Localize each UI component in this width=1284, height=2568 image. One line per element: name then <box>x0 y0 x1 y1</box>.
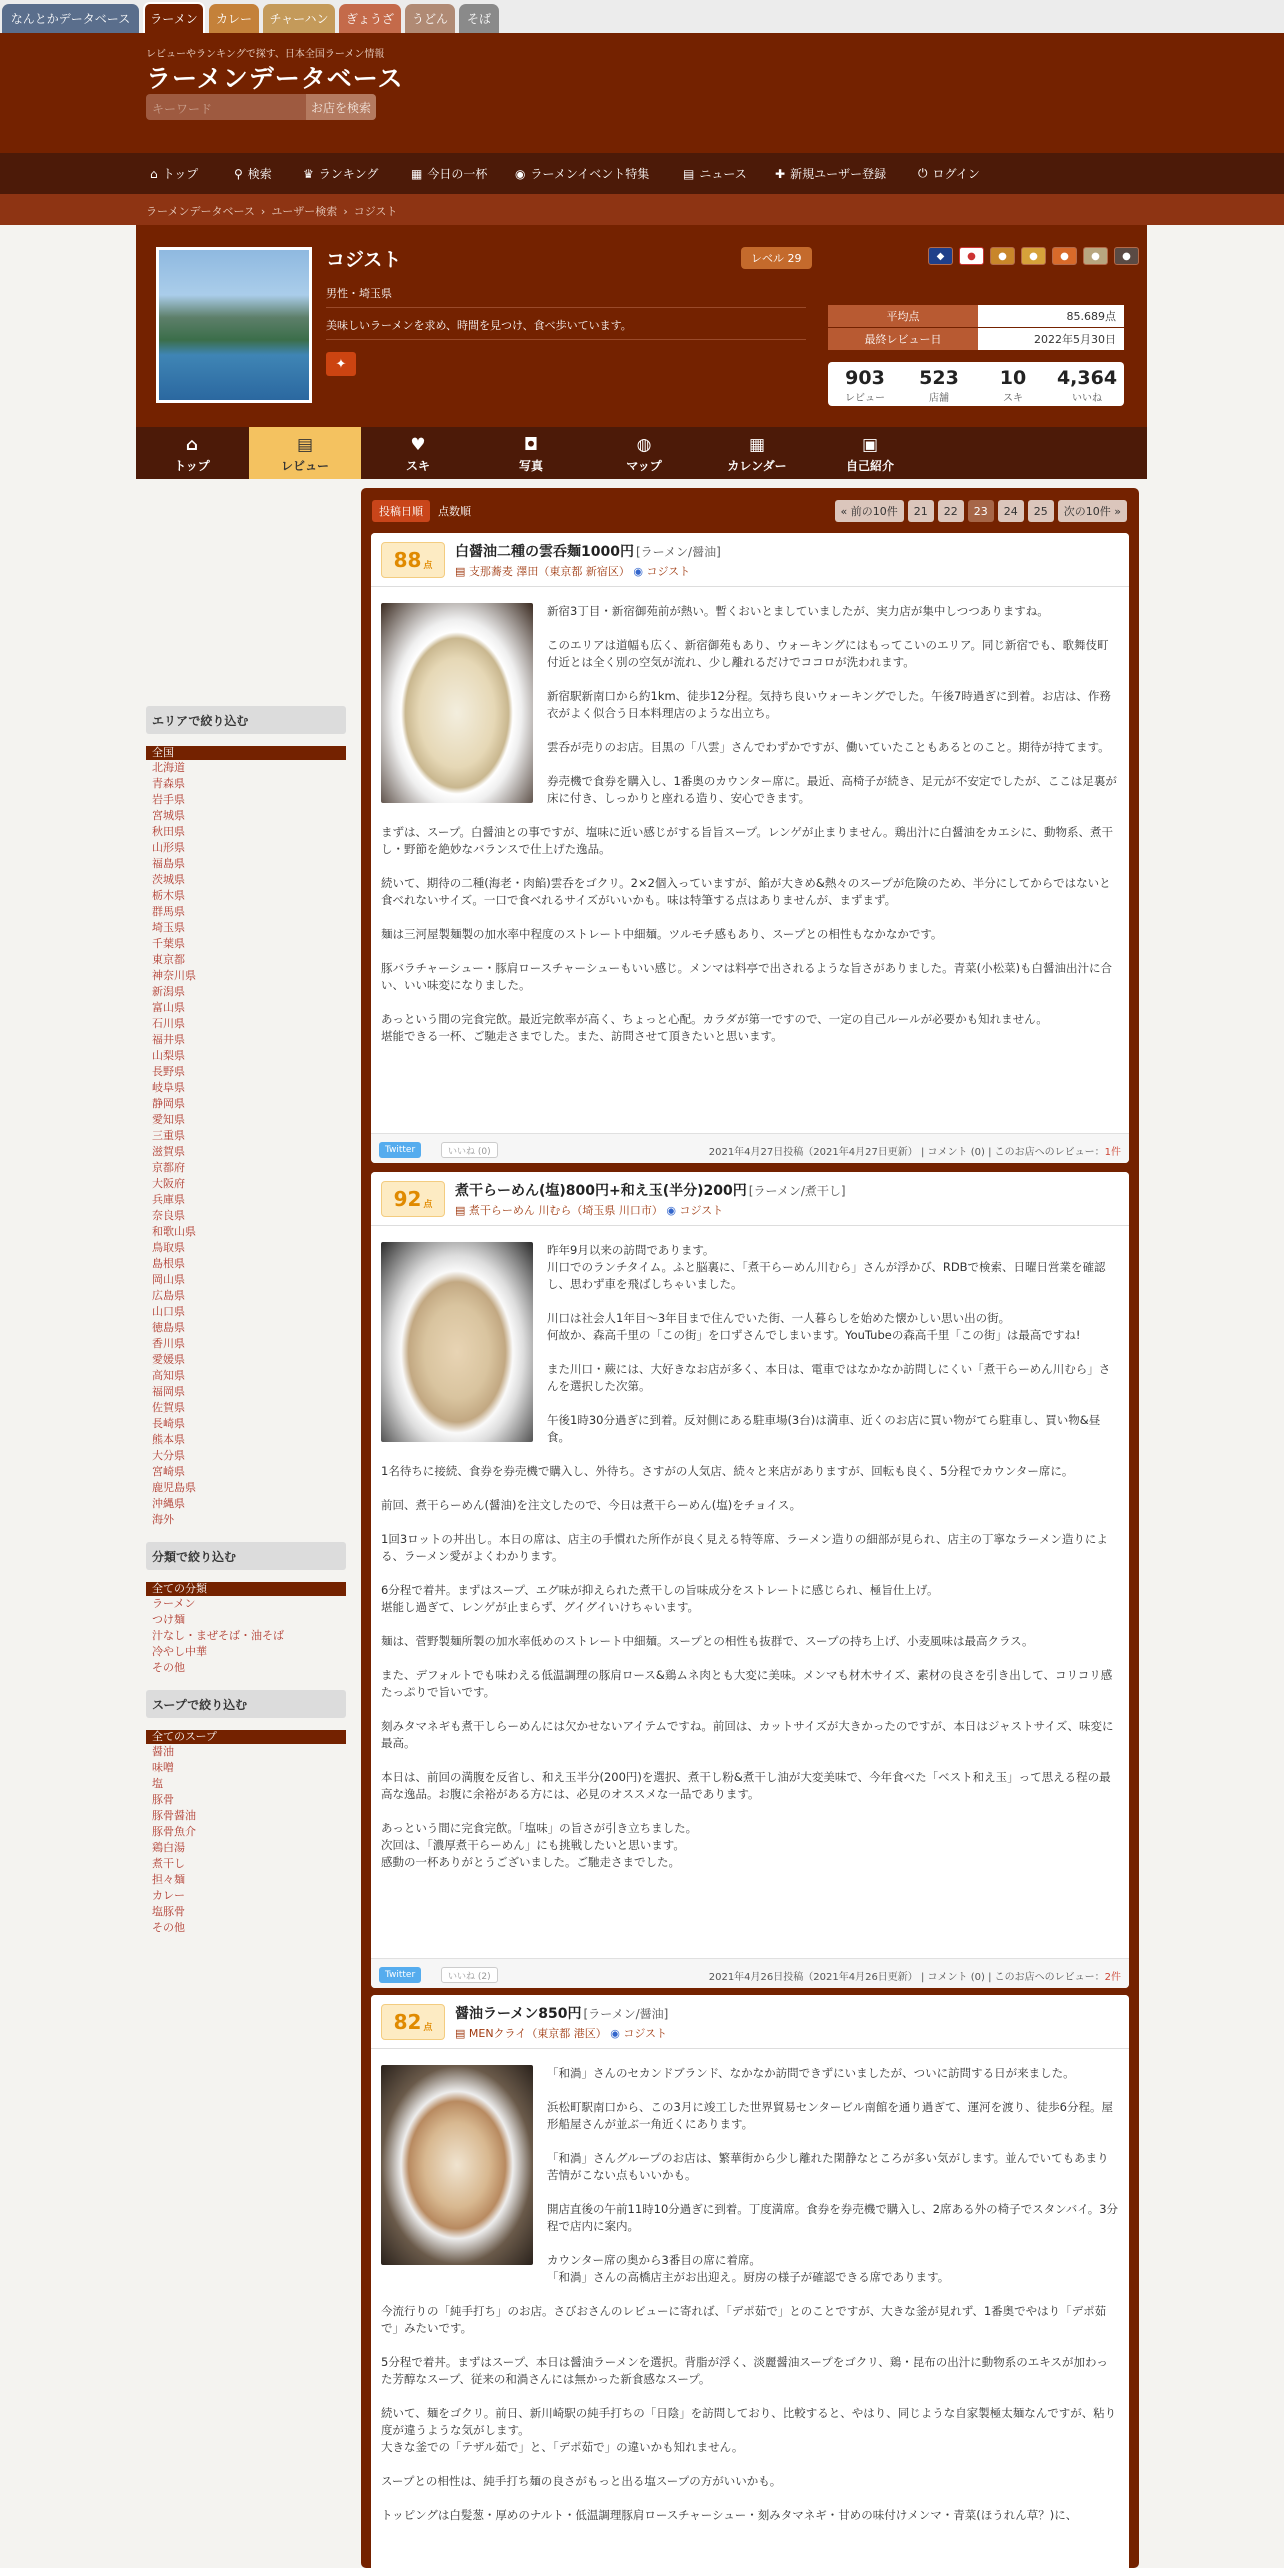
soup-selected[interactable]: 全てのスープ <box>146 1730 346 1744</box>
review-paragraph: 雲呑が売りのお店。目黒の「八雲」さんでわずかですが、働いていたこともあるとのこと。期待が持てます。 <box>547 740 1110 754</box>
review-user-link[interactable]: コジスト <box>623 2027 667 2040</box>
power-icon: ⏻ <box>918 166 928 180</box>
soup-filter-item[interactable]: 豚骨魚介 <box>152 1825 196 1838</box>
review-category: [ラーメン/煮干し] <box>748 1184 846 1198</box>
area-filter-item[interactable]: 福島県 <box>152 857 185 870</box>
review-list-panel <box>361 488 1139 2568</box>
shop-reviews-count[interactable]: 2件 <box>1104 1972 1121 1983</box>
category-filter-item[interactable]: ラーメン <box>152 1597 196 1610</box>
soup-list <box>146 1744 346 1936</box>
nav-events[interactable] <box>515 153 649 194</box>
review-paragraph: 前回、煮干らーめん(醤油)を注文したので、今日は煮干らーめん(塩)をチョイス。 <box>381 1498 802 1512</box>
area-filter-item[interactable]: 秋田県 <box>152 825 185 838</box>
review-shop-line <box>455 563 690 579</box>
shop-icon: ▤ <box>455 1204 469 1217</box>
soup-filter-item[interactable]: 味噌 <box>152 1761 174 1774</box>
area-filter-item[interactable]: 石川県 <box>152 1017 185 1030</box>
review-card <box>371 533 1129 1163</box>
area-filter-item[interactable]: 北海道 <box>152 761 185 774</box>
pager-next[interactable]: 次の10件 » <box>1058 500 1127 522</box>
badge-icon[interactable]: ◆ <box>928 247 953 265</box>
area-filter-item[interactable]: 岐阜県 <box>152 1081 185 1094</box>
tab-calendar[interactable] <box>701 427 813 479</box>
area-filter-item[interactable]: 宮城県 <box>152 809 185 822</box>
comments-link[interactable]: コメント (0) <box>927 1972 985 1983</box>
comments-link[interactable]: コメント (0) <box>927 1147 985 1158</box>
user-icon: ◉ <box>662 1204 680 1217</box>
review-paragraph: 「和渦」さんのセカンドブランド、なかなか訪問できずにいましたが、ついに訪問する日が来ました。 <box>547 2066 1075 2080</box>
stat-value: 2022年5月30日 <box>978 328 1124 350</box>
soup-filter-item[interactable]: 豚骨 <box>152 1793 174 1806</box>
gyoza-badge-icon[interactable]: ● <box>1052 247 1077 265</box>
soba-badge-icon[interactable]: ● <box>1114 247 1139 265</box>
shop-reviews-count[interactable]: 1件 <box>1104 1147 1121 1158</box>
area-filter-item[interactable]: 静岡県 <box>152 1097 185 1110</box>
shop-reviews-label: このお店へのレビュー： <box>994 1972 1105 1983</box>
category-selected[interactable]: 全ての分類 <box>146 1582 346 1596</box>
search-box <box>146 94 376 120</box>
tab-top[interactable] <box>136 427 248 479</box>
tab-favorite[interactable] <box>362 427 474 479</box>
review-title-text: 醤油ラーメン850円 <box>455 2006 582 2022</box>
review-paragraph: また川口・蕨には、大好きなお店が多く、本日は、電車ではなかなか訪問しにくい「煮干らーめん川むら」さんを選択した次第。 <box>547 1362 1111 1393</box>
nav-label: 検索 <box>247 167 272 181</box>
site-tab-gyoza[interactable]: ぎょうざ <box>339 4 401 33</box>
nav-ranking[interactable] <box>303 153 378 194</box>
review-paragraph: まずは、スープ。白醤油との事ですが、塩味に近い感じがする旨旨スープ。レンゲが止まりません。鶏出汁に白醤油をカエシに、動物系、煮干し・野節を絶妙なバランスで仕上げた逸品。 <box>381 825 1114 856</box>
area-filter-item[interactable]: 奈良県 <box>152 1209 185 1222</box>
curry-badge-icon[interactable]: ● <box>990 247 1015 265</box>
count-label: いいね <box>1072 393 1102 404</box>
site-logo[interactable]: ラーメンデータベース <box>146 64 404 93</box>
area-filter-item[interactable]: 島根県 <box>152 1257 185 1270</box>
review-paragraph: スープとの相性は、純手打ち麺の良さがもっと出る塩スープの方がいいかも。 <box>381 2474 782 2488</box>
area-filter-item[interactable]: 大阪府 <box>152 1177 185 1190</box>
user-name: コジスト <box>326 249 402 271</box>
pager-page-current[interactable]: 23 <box>968 500 994 522</box>
tab-map[interactable] <box>588 427 700 479</box>
review-paragraph: 1名待ちに接続、食券を券売機で購入し、外待ち。さすがの人気店、続々と来店がありますが、回転も良く、5分程でカウンター席に。 <box>381 1464 1074 1478</box>
review-paragraph: 本日は、前回の満腹を反省し、和え玉半分(200円)を選択、煮干し粉&煮干し油が大変美味で、今年食べた「ベスト和え玉」って思える程の最高な逸品。お腹に余裕がある方には、必見のオススメな一品であります。 <box>381 1770 1111 1801</box>
review-paragraph: 川口は社会人1年目〜3年目まで住んでいた街、一人暮らしを始めた懐かしい思い出の街。 何故か、森高千里の「この街」を口ずさんでしまいます。YouTubeの森高千里「この街」は最高ですね! <box>547 1311 1081 1342</box>
stats-table <box>828 305 1124 351</box>
review-footer <box>371 1133 1129 1163</box>
review-header <box>371 1995 1129 2049</box>
review-photo[interactable] <box>381 1242 533 1442</box>
review-body <box>371 2049 1129 2551</box>
count-shops[interactable] <box>902 362 976 406</box>
pager-page[interactable]: 24 <box>998 500 1024 522</box>
user-icon: ◉ <box>606 2027 624 2040</box>
review-paragraph: このエリアは道幅も広く、新宿御苑もあり、ウォーキングにはもってこいのエリア。同じ新宿でも、歌舞伎町付近とは全く別の空気が流れ、少し離れるだけでココロが洗われます。 <box>547 638 1109 669</box>
review-paragraph: 1回3ロットの丼出し。本日の席は、店主の手慣れた所作が良く見える特等席、ラーメン造りの細部が見られ、店主の丁寧なラーメン造りによる、ラーメン愛がよくわかります。 <box>381 1532 1108 1563</box>
review-body <box>371 587 1129 1072</box>
review-paragraph: 麺は、菅野製麺所製の加水率低めのストレート中細麺。スープとの相性も抜群で、スープの持ち上げ、小麦風味は最高クラス。 <box>381 1634 1034 1648</box>
profile-tabs <box>136 427 1147 479</box>
review-title[interactable] <box>455 541 721 561</box>
sidebar-spacer <box>146 480 346 706</box>
review-paragraph: 5分程で着丼。まずはスープ、本日は醤油ラーメンを選択。背脂が浮く、淡麗醤油スープをゴクリ、鶏・昆布の出汁に動物系のエキスが加わった芳醇なスープ、従来の和渦さんには無かった新食感なスープ。 <box>381 2355 1108 2386</box>
pager-page[interactable]: 25 <box>1028 500 1054 522</box>
review-title[interactable] <box>455 2003 668 2023</box>
review-paragraph: あっという間の完食完飲。最近完飲率が高く、ちょっと心配。カラダが第一ですので、一定の自己ルールが必要かも知れません。 堪能できる一杯、ご馳走さまでした。また、訪問させて頂きたいと思います。 <box>381 1012 1048 1043</box>
area-filter-item[interactable]: 新潟県 <box>152 985 185 998</box>
review-paragraph: 続いて、期待の二種(海老・肉餡)雲呑をゴクリ。2×2個入っていますが、餡が大きめ&熱々のスープが危険のため、半分にしてからではないと食べれないサイズ。一口で食べれるサイズがいいかも。味は特筆する点はありませんが、まずまず。 <box>381 876 1111 907</box>
area-filter-item[interactable]: 大分県 <box>152 1449 185 1462</box>
review-title[interactable] <box>455 1180 846 1200</box>
review-shop-link[interactable]: MENクライ（東京都 港区） <box>468 2027 607 2040</box>
tab-intro[interactable] <box>814 427 926 479</box>
area-filter-item[interactable]: 岡山県 <box>152 1273 185 1286</box>
score-value: 88 <box>393 548 422 572</box>
stat-row <box>828 305 1124 328</box>
shop-reviews-label: このお店へのレビュー： <box>994 1147 1105 1158</box>
stat-row <box>828 328 1124 351</box>
review-body <box>371 1226 1129 1898</box>
area-filter-item[interactable]: 三重県 <box>152 1129 185 1142</box>
tab-label: カレンダー <box>727 459 787 473</box>
review-paragraph: 続いて、麺をゴクリ。前日、新川崎駅の純手打ちの「日陰」を訪問しており、比較すると、やはり、同じような自家製極太麺なんですが、粘り度が違うような気がします。 大きな釜での「テザル茹で」と、「デポ茹で」の違いかも知れません。 <box>381 2406 1117 2454</box>
review-user-link[interactable]: コジスト <box>646 565 691 578</box>
count-label: 店舗 <box>929 393 949 404</box>
category-filter-item[interactable]: その他 <box>152 1661 185 1674</box>
count-number: 4,364 <box>1056 367 1118 389</box>
soup-filter-heading: スープで絞り込む <box>146 1690 346 1718</box>
review-score: 92 点 <box>381 1181 445 1217</box>
trophy-icon: ♛ <box>303 166 314 181</box>
area-filter-item[interactable]: 広島県 <box>152 1289 185 1302</box>
tab-label: トップ <box>174 459 210 473</box>
count-likes-ski[interactable] <box>976 362 1050 406</box>
area-filter-item[interactable]: 徳島県 <box>152 1321 185 1334</box>
nav-label: トップ <box>162 167 199 181</box>
area-filter-item[interactable]: 滋賀県 <box>152 1145 185 1158</box>
count-number: 10 <box>999 367 1027 389</box>
review-meta: 2021年4月27日投稿（2021年4月27日更新） | コメント (0) | このお店へのレビュー：1件 <box>708 1147 1121 1158</box>
review-paragraph: また、デフォルトでも味わえる低温調理の豚肩ロース&鶏ムネ肉とも大変に美味。メンマも材木サイズ、素材の良さを引き出して、コリコリ感たっぷりで旨いです。 <box>381 1668 1113 1699</box>
user-gender-pref: 男性・埼玉県 <box>326 285 806 308</box>
user-icon: ◉ <box>629 565 647 578</box>
sort-by-date[interactable]: 投稿日順 <box>372 500 430 522</box>
home-icon: ⌂ <box>150 166 158 181</box>
area-filter-item[interactable]: 熊本県 <box>152 1433 185 1446</box>
soup-filter-item[interactable]: 塩豚骨 <box>152 1905 185 1918</box>
review-paragraph: トッピングは白髪葱・厚めのナルト・低温調理豚肩ロースチャーシュー・刻みタマネギ・甘めの味付けメンマ・青菜(ほうれん草？)に、 <box>381 2508 1078 2522</box>
site-tab-udon[interactable]: うどん <box>405 4 455 33</box>
filter-sidebar <box>146 480 346 1936</box>
area-filter-item[interactable]: 和歌山県 <box>152 1225 196 1238</box>
nav-label: 新規ユーザー登録 <box>790 167 887 181</box>
area-filter-item[interactable]: 岩手県 <box>152 793 185 806</box>
score-value: 82 <box>393 2010 422 2034</box>
area-filter-item[interactable]: 佐賀県 <box>152 1401 185 1414</box>
score-value: 92 <box>393 1187 422 1211</box>
sort-by-score[interactable]: 点数順 <box>438 505 471 518</box>
tab-label: レビュー <box>280 459 329 473</box>
review-shop-line <box>455 1202 723 1218</box>
clipboard-icon: ▤ <box>296 435 314 455</box>
area-filter-item[interactable]: 山口県 <box>152 1305 185 1318</box>
review-category: [ラーメン/醤油] <box>635 545 721 559</box>
area-filter-item[interactable]: 鹿児島県 <box>152 1481 196 1494</box>
category-list <box>146 1596 346 1676</box>
area-filter-item[interactable]: 長崎県 <box>152 1417 185 1430</box>
site-tab-ramen[interactable]: ラーメン <box>143 2 205 33</box>
area-filter-item[interactable]: 宮崎県 <box>152 1465 185 1478</box>
nav-label: ラーメンイベント特集 <box>530 167 650 181</box>
search-icon: ⚲ <box>234 166 243 181</box>
area-filter-item[interactable]: 山形県 <box>152 841 185 854</box>
area-filter-heading: エリアで絞り込む <box>146 706 346 734</box>
review-paragraph: 豚バラチャーシュー・豚肩ロースチャーシューもいい感じ。メンマは料亭で出されるような旨さがありました。青菜(小松菜)も白醤油出汁に合い、いい味変になりました。 <box>381 961 1113 992</box>
count-iine[interactable] <box>1050 362 1124 406</box>
soup-filter-item[interactable]: 鶏白湯 <box>152 1841 185 1854</box>
review-header <box>371 1172 1129 1226</box>
tab-label: スキ <box>405 459 430 473</box>
tab-photo[interactable] <box>475 427 587 479</box>
top-site-tabs <box>0 0 1284 33</box>
soup-filter-item[interactable]: 塩 <box>152 1777 163 1790</box>
area-filter-item[interactable]: 山梨県 <box>152 1049 185 1062</box>
tab-review[interactable] <box>249 427 361 479</box>
avatar <box>156 247 312 403</box>
category-filter-heading: 分類で絞り込む <box>146 1542 346 1570</box>
review-photo[interactable] <box>381 2065 533 2265</box>
area-filter-item[interactable]: 富山県 <box>152 1001 185 1014</box>
globe-icon: ◍ <box>636 435 652 455</box>
review-date: 2021年4月27日投稿（2021年4月27日更新） <box>708 1147 918 1158</box>
review-paragraph: 券売機で食券を購入し、1番奥のカウンター席に。最近、高椅子が続き、足元が不安定でしたが、ここは足裏が床に付き、しっかりと座れる造り、安心できます。 <box>547 774 1117 805</box>
soup-filter-item[interactable]: 担々麺 <box>152 1873 185 1886</box>
udon-badge-icon[interactable]: ● <box>1083 247 1108 265</box>
stat-value: 85.689点 <box>978 305 1124 327</box>
category-filter-item[interactable]: つけ麺 <box>152 1613 185 1626</box>
search-input[interactable]: キーワード <box>152 102 213 116</box>
tab-label: 写真 <box>518 459 543 473</box>
area-filter-item[interactable]: 福岡県 <box>152 1385 185 1398</box>
review-meta: 2021年4月26日投稿（2021年4月26日更新） | コメント (0) | このお店へのレビュー：2件 <box>708 1972 1121 1983</box>
review-title-text: 煮干らーめん(塩)800円+和え玉(半分)200円 <box>455 1183 747 1199</box>
bowl-icon: ◉ <box>515 166 526 181</box>
count-number: 903 <box>845 367 885 389</box>
search-button[interactable]: お店を検索 <box>306 94 376 120</box>
review-user-link[interactable]: コジスト <box>679 1204 724 1217</box>
site-tab-fried-rice[interactable]: チャーハン <box>263 4 335 33</box>
nav-news[interactable] <box>683 153 747 194</box>
nav-label: ログイン <box>932 167 980 181</box>
soup-filter-item[interactable]: 煮干し <box>152 1857 185 1870</box>
review-header <box>371 533 1129 587</box>
review-paragraph: 刻みタマネギも煮干しらーめんには欠かせないアイテムですね。前回は、カットサイズが大きかったのですが、本日はジャストサイズ、味変に最高。 <box>381 1719 1114 1750</box>
soup-filter-item[interactable]: 醤油 <box>152 1745 174 1758</box>
nav-label: ニュース <box>699 167 747 181</box>
area-list <box>146 760 346 1528</box>
count-label: レビュー <box>845 393 885 404</box>
area-filter-item[interactable]: 香川県 <box>152 1337 185 1350</box>
area-filter-item[interactable]: 京都府 <box>152 1161 185 1174</box>
breadcrumb: ラーメンデータベース › ユーザー検索 › コジスト <box>146 205 398 218</box>
area-filter-item[interactable]: 愛知県 <box>152 1113 185 1126</box>
twitter-profile-link[interactable] <box>326 352 356 376</box>
id-card-icon: ▣ <box>861 435 879 455</box>
breadcrumb-bar <box>0 194 1284 225</box>
stat-key: 最終レビュー日 <box>828 328 978 350</box>
nav-top[interactable] <box>150 153 198 194</box>
review-title-text: 白醤油二種の雲呑麺1000円 <box>455 544 634 560</box>
tab-label: 自己紹介 <box>845 459 894 473</box>
pager-page[interactable]: 21 <box>908 500 934 522</box>
nav-login[interactable] <box>918 153 980 194</box>
area-filter-item[interactable]: 海外 <box>152 1513 174 1526</box>
pagination <box>835 500 1127 522</box>
category-filter-item[interactable]: 冷やし中華 <box>152 1645 207 1658</box>
rice-badge-icon[interactable]: ● <box>1021 247 1046 265</box>
site-tab-curry[interactable]: カレー <box>209 4 259 33</box>
count-number: 523 <box>919 367 959 389</box>
area-filter-item[interactable]: 栃木県 <box>152 889 185 902</box>
nav-label: ランキング <box>318 167 379 181</box>
review-shop-line <box>455 2025 667 2041</box>
review-paragraph: 浜松町駅南口から、この3月に竣工した世界貿易センタービル南館を通り過ぎて、運河を渡り、徒歩6分程。屋形船屋さんが並ぶ一角近くにあります。 <box>547 2100 1113 2131</box>
breadcrumb-home[interactable]: ラーメンデータベース <box>146 205 255 218</box>
newspaper-icon: ▤ <box>683 166 695 181</box>
tweet-button[interactable]: Twitter <box>379 1142 421 1158</box>
review-card <box>371 1995 1129 2568</box>
tab-label: マップ <box>626 459 662 473</box>
calendar-icon: ▦ <box>411 166 423 181</box>
review-score: 82 点 <box>381 2004 445 2040</box>
review-paragraph: 6分程で着丼。まずはスープ、エグ味が抑えられた煮干しの旨味成分をストレートに感じられ、極旨仕上げ。 堪能し過ぎて、レンゲが止まらず、グイグイいけちゃいます。 <box>381 1583 939 1614</box>
area-filter-item[interactable]: 茨城県 <box>152 873 185 886</box>
area-filter-item[interactable]: 長野県 <box>152 1065 185 1078</box>
nav-label: 今日の一杯 <box>427 167 488 181</box>
area-filter-item[interactable]: 愛媛県 <box>152 1353 185 1366</box>
review-score: 88 点 <box>381 542 445 578</box>
review-photo[interactable] <box>381 603 533 803</box>
stat-key: 平均点 <box>828 305 978 327</box>
nav-search[interactable] <box>234 153 272 194</box>
area-filter-item[interactable]: 埼玉県 <box>152 921 185 934</box>
area-filter-item[interactable]: 神奈川県 <box>152 969 196 982</box>
area-filter-item[interactable]: 福井県 <box>152 1033 185 1046</box>
review-shop-link[interactable]: 支那蕎麦 澤田（東京都 新宿区） <box>468 565 630 578</box>
level-badge: レベル 29 <box>741 247 812 269</box>
soup-filter-item[interactable]: 豚骨醤油 <box>152 1809 196 1822</box>
area-filter-item[interactable]: 青森県 <box>152 777 185 790</box>
review-paragraph: 午後1時30分過ぎに到着。反対側にある駐車場(3台)は満車、近くのお店に買い物がてら駐車し、買い物&昼食。 <box>547 1413 1101 1444</box>
like-button[interactable]: いいね (2) <box>441 1967 498 1983</box>
review-paragraph: 今流行りの「純手打ち」のお店。さびおさんのレビューに寄れば、「デポ茹で」とのことですが、大きな釜が見れず、1番奥でやはり「デポ茹で」みたいです。 <box>381 2304 1107 2335</box>
badge-row <box>928 247 1139 265</box>
shop-icon: ▤ <box>455 565 469 578</box>
pager-prev[interactable]: « 前の10件 <box>835 500 904 522</box>
count-label: スキ <box>1003 393 1023 404</box>
main-nav <box>0 153 1284 194</box>
area-filter-item[interactable]: 千葉県 <box>152 937 185 950</box>
nav-register[interactable] <box>775 153 886 194</box>
camera-icon: ◘ <box>523 435 539 455</box>
like-button[interactable]: いいね (0) <box>441 1142 498 1158</box>
review-paragraph: 麺は三河屋製麺製の加水率中程度のストレート中細麺。ツルモチ感もあり、スープとの相性もなかなかです。 <box>381 927 943 941</box>
area-filter-item[interactable]: 鳥取県 <box>152 1241 185 1254</box>
nav-today[interactable] <box>411 153 487 194</box>
site-header <box>0 33 1284 153</box>
review-paragraph: 「和渦」さんグループのお店は、繁華街から少し離れた閑静なところが多い気がします。並んでいてもあまり苦情がこない点もいいかも。 <box>547 2151 1109 2182</box>
review-paragraph: カウンター席の奥から3番目の席に着席。 「和渦」さんの高橋店主がお出迎え。厨房の様子が確認できる席であります。 <box>547 2253 950 2284</box>
twitter-icon: ✦ <box>335 356 347 372</box>
review-paragraph: 開店直後の午前11時10分過ぎに到着。丁度満席。食券を券売機で購入し、2席ある外の椅子でスタンバイ。3分程で店内に案内。 <box>547 2202 1119 2233</box>
review-card <box>371 1172 1129 1988</box>
home-icon: ⌂ <box>185 435 199 455</box>
breadcrumb-user-search[interactable]: ユーザー検索 <box>271 205 338 218</box>
area-selected[interactable]: 全国 <box>146 746 346 760</box>
heart-icon: ♥ <box>410 435 426 455</box>
area-filter-item[interactable]: 群馬県 <box>152 905 185 918</box>
area-filter-item[interactable]: 沖縄県 <box>152 1497 185 1510</box>
category-filter-item[interactable]: 汁なし・まぜそば・油そば <box>152 1629 284 1642</box>
area-filter-item[interactable]: 高知県 <box>152 1369 185 1382</box>
site-tab-soba[interactable]: そば <box>459 4 499 33</box>
ramen-badge-icon[interactable]: ● <box>959 247 984 265</box>
soup-filter-item[interactable]: カレー <box>152 1889 185 1902</box>
review-category: [ラーメン/醤油] <box>583 2007 669 2021</box>
user-plus-icon: ✚ <box>775 166 786 181</box>
calendar-icon: ▦ <box>748 435 766 455</box>
review-paragraph: あっという間に完食完飲。「塩味」の旨さが引き立ちました。 次回は、「濃厚煮干らーめん」にも挑戦したいと思います。 感動の一杯ありがとうございました。ご馳走さまでした。 <box>381 1821 698 1869</box>
count-reviews[interactable] <box>828 362 902 406</box>
count-box <box>828 362 1124 406</box>
soup-filter-item[interactable]: その他 <box>152 1921 185 1934</box>
site-subtitle: レビューやランキングで探す、日本全国ラーメン情報 <box>146 49 385 60</box>
review-paragraph: 新宿駅新南口から約1km、徒歩12分程。気持ち良いウォーキングでした。午後7時過ぎに到着。お店は、作務衣がよく似合う日本料理店のような出立ち。 <box>547 689 1111 720</box>
shop-icon: ▤ <box>455 2027 469 2040</box>
area-filter-item[interactable]: 兵庫県 <box>152 1193 185 1206</box>
breadcrumb-current: コジスト <box>353 205 398 218</box>
review-paragraph: 新宿3丁目・新宿御苑前が熱い。暫くおいとましていましたが、実力店が集中しつつありますね。 <box>547 604 1049 618</box>
pager-page[interactable]: 22 <box>938 500 964 522</box>
site-tab-database[interactable]: なんとかデータベース <box>2 4 139 33</box>
area-filter-item[interactable]: 東京都 <box>152 953 185 966</box>
review-shop-link[interactable]: 煮干らーめん 川むら（埼玉県 川口市） <box>468 1204 663 1217</box>
review-footer <box>371 1958 1129 1988</box>
user-bio: 美味しいラーメンを求め、時間を見つけ、食べ歩いています。 <box>326 317 806 340</box>
review-paragraph: 昨年9月以来の訪問であります。 川口でのランチタイム。ふと脳裏に、「煮干らーめん川むら」さんが浮かび、RDBで検索、日曜日営業を確認し、思わず車を飛ばしちゃいました。 <box>547 1243 1106 1291</box>
profile-panel <box>136 225 1147 427</box>
review-date: 2021年4月26日投稿（2021年4月26日更新） <box>708 1972 918 1983</box>
tweet-button[interactable]: Twitter <box>379 1967 421 1983</box>
